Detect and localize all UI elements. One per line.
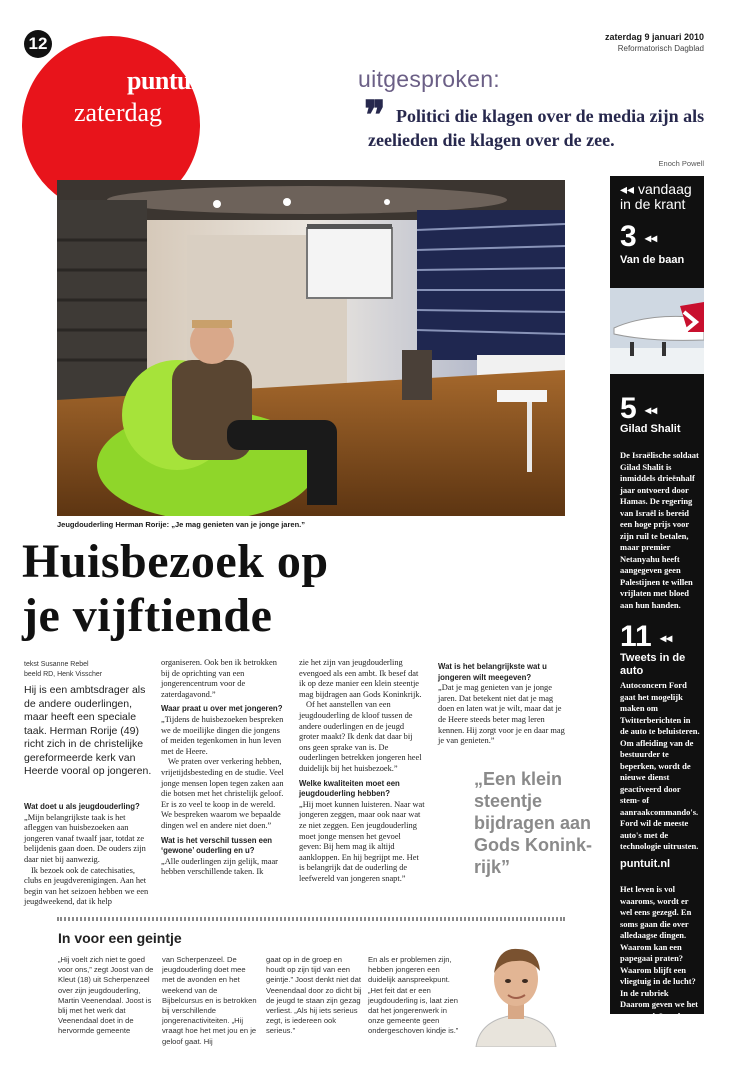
quote-section-title: uitgesproken: bbox=[358, 66, 500, 92]
brand-puntuit: puntuit bbox=[127, 66, 206, 95]
sidebar-item-number-5: 5 ◂◂ bbox=[620, 392, 658, 425]
quote-mark-icon: ❞ bbox=[364, 93, 386, 138]
sidebar-item-label-5: Gilad Shalit bbox=[620, 423, 681, 435]
photo-caption bbox=[57, 520, 305, 529]
headline bbox=[22, 535, 582, 643]
pull-quote: „Een klein steentje bijdragen aan Gods Konink-rijk” bbox=[474, 769, 592, 877]
page-number: 12 bbox=[24, 30, 52, 58]
divider bbox=[57, 917, 565, 921]
question: Wat doet u als jeugdouderling? bbox=[24, 802, 140, 811]
sidebox-column-1: „Hij voelt zich niet te goed voor ons,” zegt Joost van de Kleut (18) uit Scherpenzeel over zijn jeugdouderling, Martin Veenendaal. Joost is blij met het werk dat Veenendaal doet in de hervormde gemeente bbox=[58, 955, 154, 1036]
article-column-1: Wat doet u als jeugdouderling? „Mijn belangrijkste taak is het afleggen van huisbezoeken aan jongeren vanaf twaalf jaar, totdat ze belijdenis gaan doen. De ouders zijn daar niet bij aanwezig. Ik bezoek ook de catechisaties, clubs en jeugdverenigingen. Aan het begin van het seizoen hebben we een jeugdweekend, dat ik help bbox=[24, 802, 149, 907]
main-photo bbox=[57, 180, 565, 516]
sidebar-item-label-11: Tweets in de auto bbox=[620, 652, 686, 677]
sidebar-item-number-11: 11 ◂◂ bbox=[620, 620, 673, 653]
quote-text: Politici die klagen over de media zijn als zeelieden die klagen over de zee. bbox=[368, 106, 705, 150]
sidebar-item-number-3: 3 ◂◂ bbox=[620, 220, 658, 253]
question: Welke kwaliteiten moet een jeugdouderling hebben? bbox=[299, 778, 400, 799]
question: Waar praat u over met jongeren? bbox=[161, 704, 283, 714]
sidebar-item-text-11: Autoconcern Ford gaat het mogelijk maken om Twitterberichten in de auto te beluisteren. Om afleiding van de bestuurder te beperken, wordt de nieuwe dienst geactiveerd door stem- of aanraakcommando's. Ford wil de meeste auto's met de technologie uitrusten. bbox=[620, 680, 700, 851]
plane-photo bbox=[610, 288, 704, 374]
article-intro: Hij is een ambtsdrager als de andere ouderlingen, maar heeft een speciale taak. Herman Rorije (49) richt zich in de christelijke gereformeerde kerk van Heerde vooral op jongeren. bbox=[24, 684, 152, 777]
question: Wat is het verschil tussen een ‘gewone’ ouderling en u? bbox=[161, 835, 273, 856]
sidebar-heading: ◂◂ vandaag in de krant bbox=[620, 181, 692, 212]
sidebox-column-2: van Scherpenzeel. De jeugdouderling doet mee met de avonden en het weekend van de Bijbelcursus en is betrokken bij verschillende jongerenactiviteiten. „Hij vraagt hoe het met jou en je geloof gaat. Hij bbox=[162, 955, 257, 1046]
sidebox-column-3: gaat op in de groep en houdt op zijn tijd van een geintje.” Joost denkt niet dat Veenendaal door zo dicht bij de jeugd te staan zijn gezag verliest. „Als hij iets serieus zegt, is iedereen ook serieus.” bbox=[266, 955, 362, 1036]
caption-bold: Jeugdouderling Herman Rorije: bbox=[57, 520, 170, 529]
article-column-4: Wat is het belangrijkste wat u jongeren wilt meegeven? „Dat je mag genieten van je jonge jaren. Dat betekent niet dat je mag doen en laten wat je wilt, maar dat je de Heere steeds beter mag leren kennen. Hij zorgt voor je en daar mag je van genieten.” bbox=[438, 662, 565, 746]
quote-author: Enoch Powell bbox=[658, 159, 704, 168]
brand-zaterdag: zaterdag bbox=[74, 98, 163, 127]
sidebar-item-label-3: Van de baan bbox=[620, 254, 685, 266]
caption-text: „Je mag genieten van je jonge jaren.” bbox=[169, 520, 305, 529]
sidebox-title: In voor een geintje bbox=[58, 930, 182, 946]
issue-date: zaterdag 9 januari 2010 bbox=[604, 32, 704, 42]
headline-line-1: Huisbezoek op bbox=[22, 535, 329, 588]
sidebox-column-4: En als er problemen zijn, hebben jongeren een duidelijk aanspreekpunt. „Het feit dat er een jeugdouderling is, laat zien dat het jongerenwerk in onze gemeente geen ondergeschoven kindje is.” bbox=[368, 955, 459, 1036]
question: Wat is het belangrijkste wat u jongeren wilt meegeven? bbox=[438, 662, 547, 682]
headline-line-2: je vijftiende bbox=[22, 589, 273, 642]
sidebar-today bbox=[610, 176, 704, 1032]
portrait-photo bbox=[470, 935, 562, 1047]
sidebar-site-text: Het leven is vol waaroms, wordt er wel eens gezegd. En soms gaan die over alledaagse dingen. Waarom kan een papegaai praten? Waarom blijft een vliegtuig in de lucht? In de rubriek Daarom geven we het antwoord. Lees het na op puntuit.nl. bbox=[620, 884, 698, 1032]
article-column-2: organiseren. Ook ben ik betrokken bij de oprichting van een jongerencentrum voor de zaterdagavond.” Waar praat u over met jongeren? „Tijdens de huisbezoeken bespreken we de moeilijke dingen die jongens of meiden tegenkomen in hun leven met de Heere. We praten over verkering hebben, vrijetijdsbesteding en de studie. Veel jonge mensen lopen tegen zaken aan die botsen met het christelijk geloof. Er is zo veel te koop in de wereld. We bespreken waarom we bepaalde dingen wel en andere niet doen.” Wat is het verschil tussen een ‘gewone’ ouderling en u? „Alle ouderlingen zijn gelijk, maar hebben verschillende taken. Ik bbox=[161, 658, 287, 878]
sidebar-site-label: puntuit.nl bbox=[620, 858, 671, 870]
article-column-3: zie het zijn van jeugdouderling evengoed als een ambt. Ik besef dat ik op deze manier een klein steentje mag bijdragen aan Gods Koninkrijk. Of het aanstellen van een jeugdouderling de kloof tussen de andere ouderlingen en de jeugd groter maakt? Ik denk dat daar bij ons geen sprake van is. De ouderlingen betrekken jongeren heel duidelijk bij het huisbezoek.” Welke kwaliteiten moet een jeugdouderling hebben? „Hij moet kunnen luisteren. Naar wat jongeren zeggen, maar ook naar wat ze niet zeggen. Een jeugdouderling moet jonge mensen het gevoel geven: Bij hem mag ik altijd aankloppen. En hij begrijpt me. Het is belangrijk dat de ouderling de leefwereld van jongeren snapt.” bbox=[299, 658, 425, 883]
article-credit: tekst Susanne Rebel beeld RD, Henk Visscher bbox=[24, 661, 103, 678]
sidebar-item-text-5: De Israëlische soldaat Gilad Shalit is inmiddels drieënhalf jaar ontvoerd door Hamas. De regering van Israël is bereid een hoge prijs voor zijn ruil te betalen, maar premier Netanyahu heeft aangegeven geen Palestijnen te willen vrijlaten met bloed aan hun handen. bbox=[620, 450, 699, 610]
newspaper-name: Reformatorisch Dagblad bbox=[617, 44, 704, 53]
